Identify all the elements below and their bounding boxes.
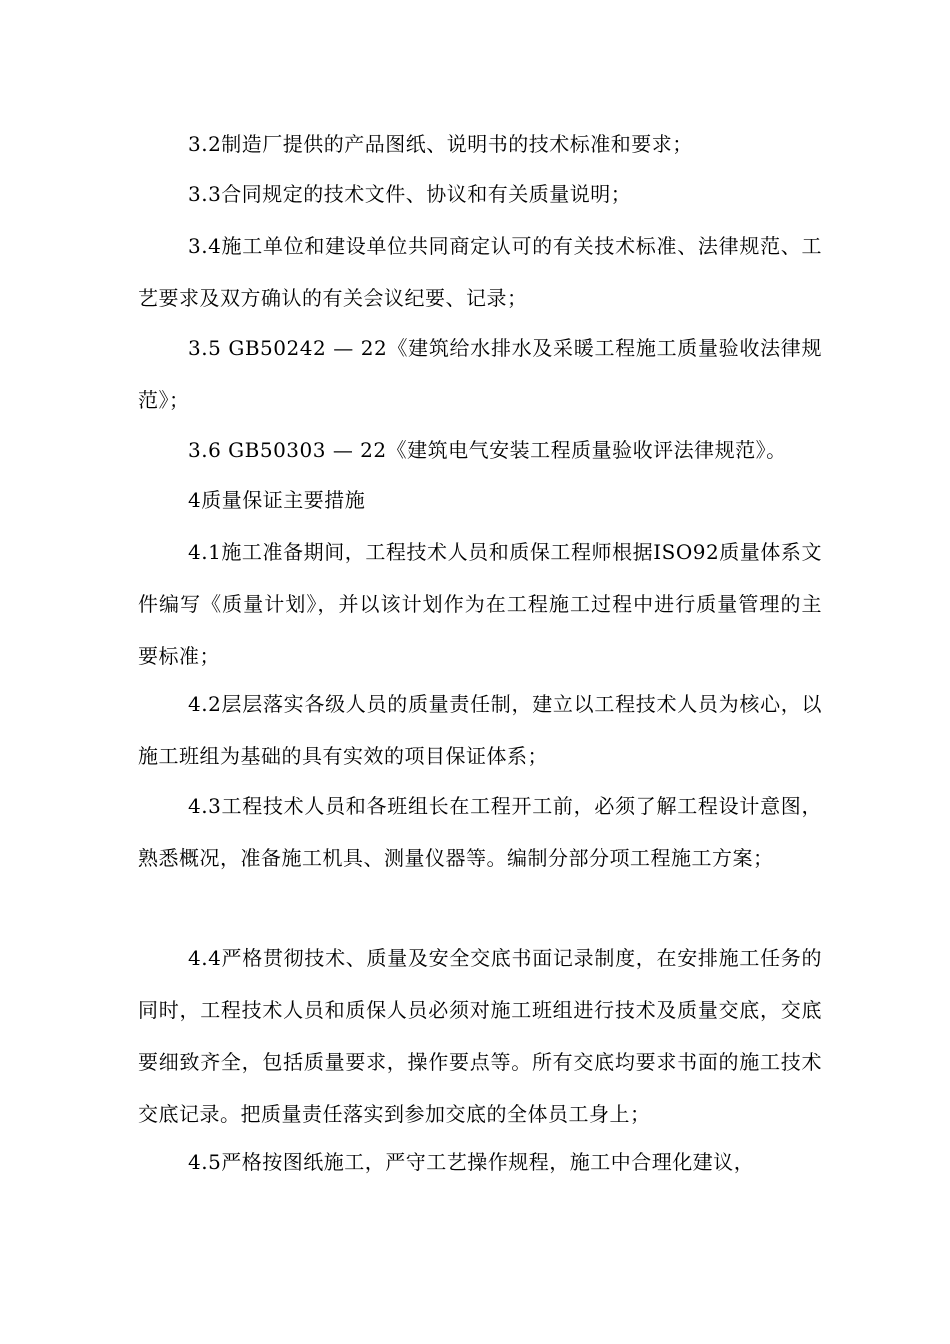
paragraph-3-4: 3.4施工单位和建设单位共同商定认可的有关技术标准、法律规范、工艺要求及双方确认的有关会议纪要、记录； [138, 234, 822, 310]
paragraph-4-4: 4.4严格贯彻技术、质量及安全交底书面记录制度，在安排施工任务的同时，工程技术人员和质保人员必须对施工班组进行技术及质量交底，交底要细致齐全，包括质量要求，操作要点等。所有交底均要求书面的施工技术交底记录。把质量责任落实到参加交底的全体员工身上； [138, 946, 822, 1126]
section-heading-4: 4质量保证主要措施 [188, 488, 366, 512]
paragraph-4-3: 4.3工程技术人员和各班组长在工程开工前，必须了解工程设计意图，熟悉概况，准备施工机具、测量仪器等。编制分部分项工程施工方案； [138, 794, 822, 870]
paragraph-3-5: 3.5 GB50242 — 22《建筑给水排水及采暖工程施工质量验收法律规范》； [138, 336, 822, 412]
paragraph-4-2: 4.2层层落实各级人员的质量责任制，建立以工程技术人员为核心，以施工班组为基础的具有实效的项目保证体系； [138, 692, 822, 768]
paragraph-3-6: 3.6 GB50303 — 22《建筑电气安装工程质量验收评法律规范》。 [188, 438, 787, 462]
paragraph-4-5: 4.5严格按图纸施工，严守工艺操作规程，施工中合理化建议， [188, 1150, 755, 1174]
paragraph-3-2: 3.2制造厂提供的产品图纸、说明书的技术标准和要求； [188, 132, 693, 156]
paragraph-4-1: 4.1施工准备期间，工程技术人员和质保工程师根据ISO92质量体系文件编写《质量计划》，并以该计划作为在工程施工过程中进行质量管理的主要标准； [138, 540, 822, 668]
paragraph-3-3: 3.3合同规定的技术文件、协议和有关质量说明； [188, 182, 632, 206]
